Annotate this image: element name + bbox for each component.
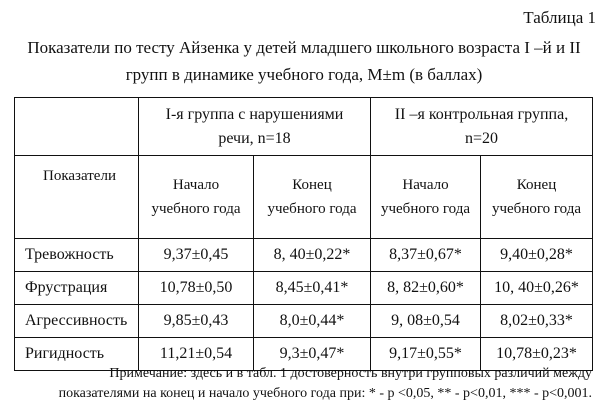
g1-start-value: 9,85±0,43 xyxy=(139,305,254,338)
g2-start-header xyxy=(371,156,481,239)
group2-header-line-1: II –я контрольная группа, xyxy=(394,105,569,123)
g1-end-header-line-2: учебного года xyxy=(267,201,357,217)
g2-end-value: 10,78±0,23* xyxy=(481,338,593,371)
g1-start-header-line-2: учебного года xyxy=(151,201,241,217)
g1-end-value: 9,3±0,47* xyxy=(254,338,371,371)
eysenck-results-table xyxy=(14,97,593,371)
g2-start-value: 9, 08±0,54 xyxy=(371,305,481,338)
group-header-row xyxy=(15,98,593,156)
g2-start-value: 8,37±0,67* xyxy=(371,239,481,272)
g2-start-header-line-1: Начало xyxy=(402,177,449,193)
g1-start-value: 9,37±0,45 xyxy=(139,239,254,272)
title-line-2: групп в динамике учебного года, M±m (в баллах) xyxy=(125,65,483,84)
g2-end-header-line-2: учебного года xyxy=(491,201,582,217)
row-label: Тревожность xyxy=(15,239,139,272)
note-line-2: показателями на конец и начало учебного года при: * - p <0,05, ** - p<0,01, *** - p<0,001. xyxy=(58,386,592,401)
g2-end-value: 10, 40±0,26* xyxy=(481,272,593,305)
note-line-1: Примечание: здесь и в табл. 1 достоверность внутри групповых различий между xyxy=(109,366,592,381)
table-row xyxy=(15,272,593,305)
g2-start-value: 8, 82±0,60* xyxy=(371,272,481,305)
group2-header xyxy=(371,98,593,156)
g1-start-value: 11,21±0,54 xyxy=(139,338,254,371)
group1-header-line-2: речи, n=18 xyxy=(218,129,291,147)
row-label: Агрессивность xyxy=(15,305,139,338)
g2-start-value: 9,17±0,55* xyxy=(371,338,481,371)
g1-end-header xyxy=(254,156,371,239)
g2-end-value: 9,40±0,28* xyxy=(481,239,593,272)
table-caption: Таблица 1 xyxy=(523,8,596,27)
g2-start-header-line-2: учебного года xyxy=(380,201,471,217)
group1-header xyxy=(139,98,371,156)
g1-start-header xyxy=(139,156,254,239)
empty-corner-cell xyxy=(15,98,139,156)
g1-start-value: 10,78±0,50 xyxy=(139,272,254,305)
g2-end-value: 8,02±0,33* xyxy=(481,305,593,338)
row-label: Фрустрация xyxy=(15,272,139,305)
g1-end-value: 8,0±0,44* xyxy=(254,305,371,338)
indicator-header: Показатели xyxy=(15,156,139,239)
g2-end-header-line-1: Конец xyxy=(516,177,557,193)
g1-start-header-line-1: Начало xyxy=(172,177,220,193)
row-label: Ригидность xyxy=(15,338,139,371)
table-note xyxy=(14,364,592,404)
g1-end-value: 8, 40±0,22* xyxy=(254,239,371,272)
table-row xyxy=(15,305,593,338)
table-title xyxy=(10,34,598,88)
g1-end-header-line-1: Конец xyxy=(292,177,332,193)
subheader-row xyxy=(15,156,593,239)
title-line-1: Показатели по тесту Айзенка у детей младшего школьного возраста I –й и II xyxy=(27,38,581,57)
table-row xyxy=(15,239,593,272)
g2-end-header xyxy=(481,156,593,239)
g1-end-value: 8,45±0,41* xyxy=(254,272,371,305)
group1-header-line-1: I-я группа с нарушениями xyxy=(165,105,344,123)
group2-header-line-2: n=20 xyxy=(464,129,499,147)
